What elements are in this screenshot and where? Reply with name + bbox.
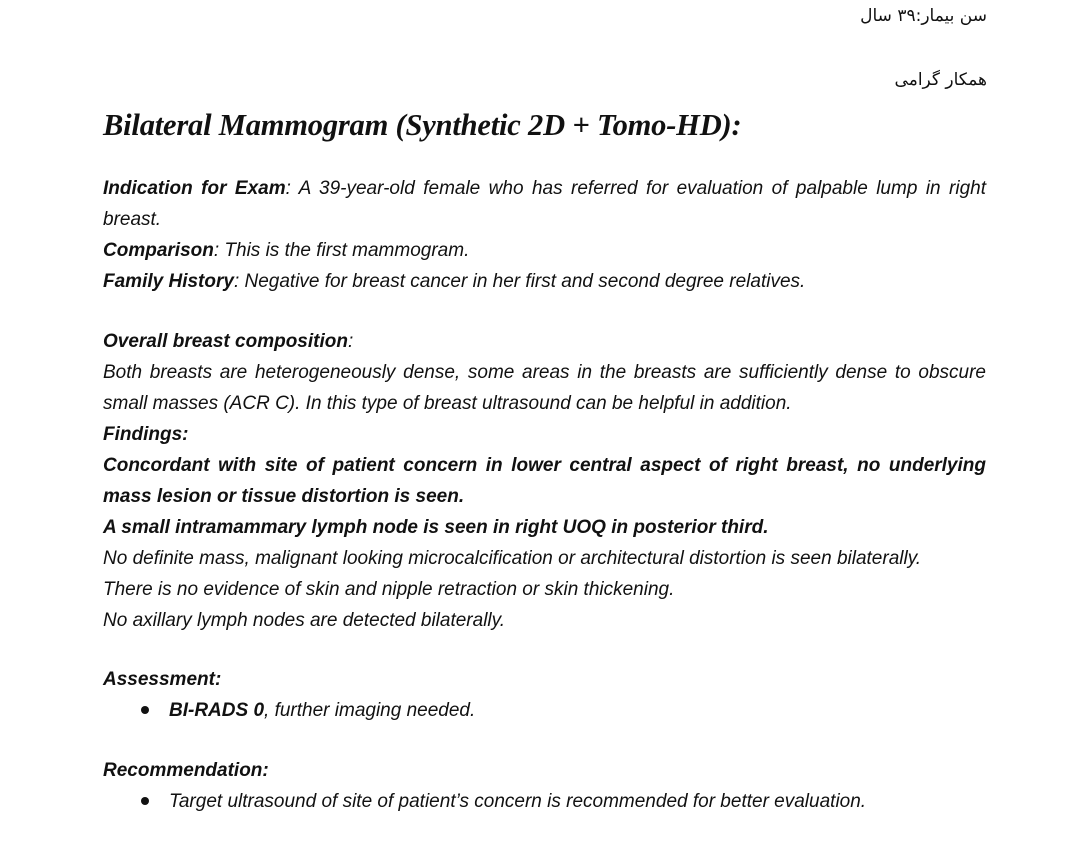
family-history-paragraph [103,266,986,297]
indication-label: Indication for Exam [103,178,286,199]
recommendation-section [103,755,986,817]
recommendation-label: Recommendation: [103,760,269,781]
composition-findings-section [103,326,986,636]
finding-line-3: No axillary lymph nodes are detected bilaterally. [103,610,506,631]
finding-bold-2: A small intramammary lymph node is seen in right UOQ in posterior third. [103,517,769,538]
patient-age: سن بیمار:۳۹ سال [860,6,987,26]
assessment-section [103,664,986,726]
assessment-label: Assessment: [103,669,222,690]
comparison-text: : This is the first mammogram. [213,240,470,261]
comparison-label: Comparison [103,240,214,261]
family-history-text: : Negative for breast cancer in her first and second degree relatives. [233,271,806,292]
composition-text: Both breasts are heterogeneously dense, some areas in the breasts are sufficiently dense to obscure small masses (ACR C). In this type of breast ultrasound can be helpful in addition. [103,362,986,414]
composition-colon: : [347,331,354,352]
indication-text: : A 39-year-old female who has referred for evaluation of palpable lump in right breast. [103,178,987,230]
bullet-dot-icon [141,706,149,714]
comparison-paragraph [103,235,986,266]
recommendation-bullet-text: Target ultrasound of site of patient’s concern is recommended for better evaluation. [169,791,867,812]
bullet-dot-icon [141,797,149,805]
assessment-bullet-text: , further imaging needed. [264,700,476,721]
assessment-bullet-item [103,695,986,726]
indication-paragraph [103,173,986,235]
salutation: همکار گرامی [894,70,987,90]
composition-heading [103,326,986,357]
finding-line-1: No definite mass, malignant looking microcalcification or architectural distortion is seen bilaterally. [103,548,922,569]
birads-value: BI-RADS 0 [169,700,265,721]
findings-label: Findings: [103,424,189,445]
recommendation-bullet-item [103,786,986,817]
finding-line-2: There is no evidence of skin and nipple retraction or skin thickening. [103,579,675,600]
family-history-label: Family History [103,271,234,292]
report-title: Bilateral Mammogram (Synthetic 2D + Tomo-HD): [103,108,742,142]
composition-label: Overall breast composition [103,331,348,352]
finding-bold-1: Concordant with site of patient concern in lower central aspect of right breast, no underlying mass lesion or tissue distortion is seen. [103,455,986,507]
history-section [103,173,986,297]
